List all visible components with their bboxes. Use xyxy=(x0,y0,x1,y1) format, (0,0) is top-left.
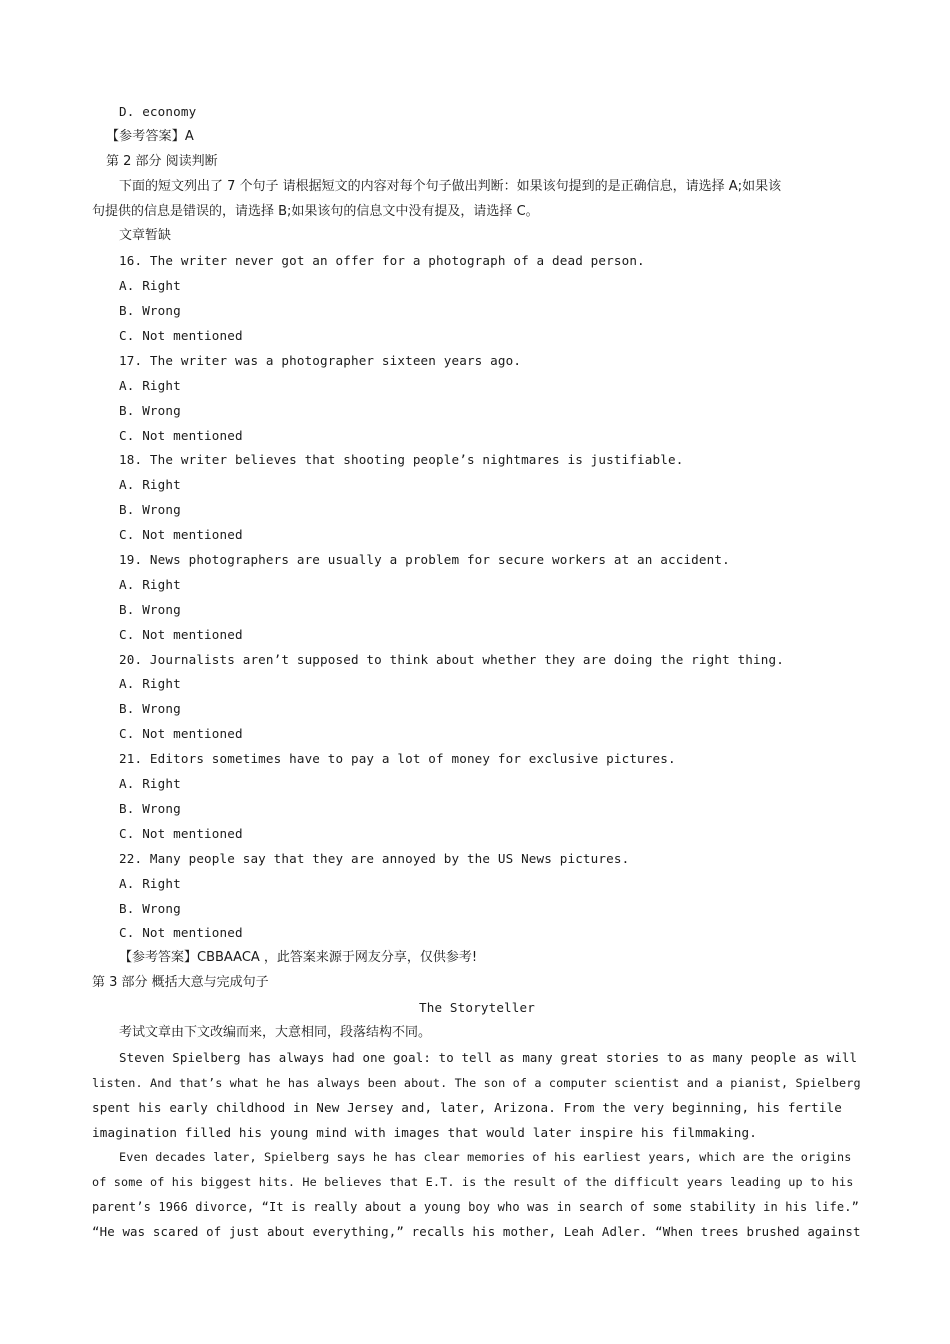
question-17 xyxy=(92,349,862,449)
option-b: B. Wrong xyxy=(119,800,181,816)
question-stem: 22. Many people say that they are annoyed by the US News pictures. xyxy=(119,850,630,866)
option-c: C. Not mentioned xyxy=(119,527,243,543)
part2-instruction-line2: 句提供的信息是错误的，请选择 B;如果该句的信息文中没有提及，请选择 C。 xyxy=(92,203,539,219)
part2-answer: 【参考答案】CBBAACA ，此答案来源于网友分享，仅供参考! xyxy=(119,950,478,966)
part3-heading: 第 3 部分 概括大意与完成句子 xyxy=(92,975,269,991)
paragraph-1 xyxy=(92,1046,862,1146)
option-a: A. Right xyxy=(119,576,181,592)
paragraph-line: Even decades later, Spielberg says he has clear memories of his earliest years, which are the origins xyxy=(119,1150,852,1165)
option-b: B. Wrong xyxy=(119,900,181,916)
option-b: B. Wrong xyxy=(119,701,181,717)
part2-heading: 第 2 部分 阅读判断 xyxy=(106,153,218,169)
paragraph-line: Steven Spielberg has always had one goal: to tell as many great stories to as many people as will xyxy=(119,1049,858,1065)
question-stem: 20. Journalists aren’t supposed to think about whether they are doing the right thing. xyxy=(119,651,784,667)
option-a: A. Right xyxy=(119,875,181,891)
option-b: B. Wrong xyxy=(119,402,181,418)
question-stem: 17. The writer was a photographer sixteen years ago. xyxy=(119,352,522,368)
option-c: C. Not mentioned xyxy=(119,328,243,344)
question-stem: 19. News photographers are usually a problem for secure workers at an accident. xyxy=(119,552,730,568)
paragraph-line: imagination filled his young mind with images that would later inspire his filmmaking. xyxy=(92,1124,757,1140)
option-b: B. Wrong xyxy=(119,502,181,518)
paragraph-line: parent’s 1966 divorce, “It is really about a young boy who was in search of some stability in his life.” xyxy=(92,1200,859,1215)
q15-option-d: D. economy xyxy=(119,104,197,119)
part2-instruction-line1: 下面的短文列出了 7 个句子 请根据短文的内容对每个句子做出判断：如果该句提到的是正确信息，请选择 A;如果该 xyxy=(119,178,782,194)
article-title: The Storyteller xyxy=(419,1000,535,1016)
question-stem: 16. The writer never got an offer for a photograph of a dead person. xyxy=(119,253,645,269)
article-note: 考试文章由下文改编而来，大意相同，段落结构不同。 xyxy=(119,1024,432,1040)
option-a: A. Right xyxy=(119,377,181,393)
option-b: B. Wrong xyxy=(119,303,181,319)
option-b: B. Wrong xyxy=(119,601,181,617)
paragraph-line: “He was scared of just about everything,” recalls his mother, Leah Adler. “When trees brushed against xyxy=(92,1224,861,1240)
option-c: C. Not mentioned xyxy=(119,726,243,742)
paragraph-2 xyxy=(92,1145,862,1245)
option-c: C. Not mentioned xyxy=(119,825,243,841)
paragraph-line: spent his early childhood in New Jersey and, later, Arizona. From the very beginning, his fertile xyxy=(92,1099,843,1115)
option-c: C. Not mentioned xyxy=(119,925,243,941)
option-c: C. Not mentioned xyxy=(119,427,243,443)
q15-answer: 【参考答案】A xyxy=(106,128,194,144)
option-a: A. Right xyxy=(119,477,181,493)
option-c: C. Not mentioned xyxy=(119,626,243,642)
question-18 xyxy=(92,448,862,548)
document-page xyxy=(92,100,862,1245)
option-a: A. Right xyxy=(119,278,181,294)
paragraph-line: listen. And that’s what he has always been about. The son of a computer scientist and a pianist, Spielberg xyxy=(92,1075,861,1090)
paragraph-line: of some of his biggest hits. He believes that E.T. is the result of the difficult years leading up to his xyxy=(92,1175,854,1190)
question-stem: 18. The writer believes that shooting people’s nightmares is justifiable. xyxy=(119,452,684,468)
question-stem: 21. Editors sometimes have to pay a lot of money for exclusive pictures. xyxy=(119,751,676,767)
question-19 xyxy=(92,548,862,648)
question-16 xyxy=(92,249,862,349)
option-a: A. Right xyxy=(119,776,181,792)
question-22 xyxy=(92,847,862,947)
article-missing-note: 文章暂缺 xyxy=(119,228,172,244)
question-21 xyxy=(92,747,862,847)
question-20 xyxy=(92,648,862,748)
option-a: A. Right xyxy=(119,676,181,692)
